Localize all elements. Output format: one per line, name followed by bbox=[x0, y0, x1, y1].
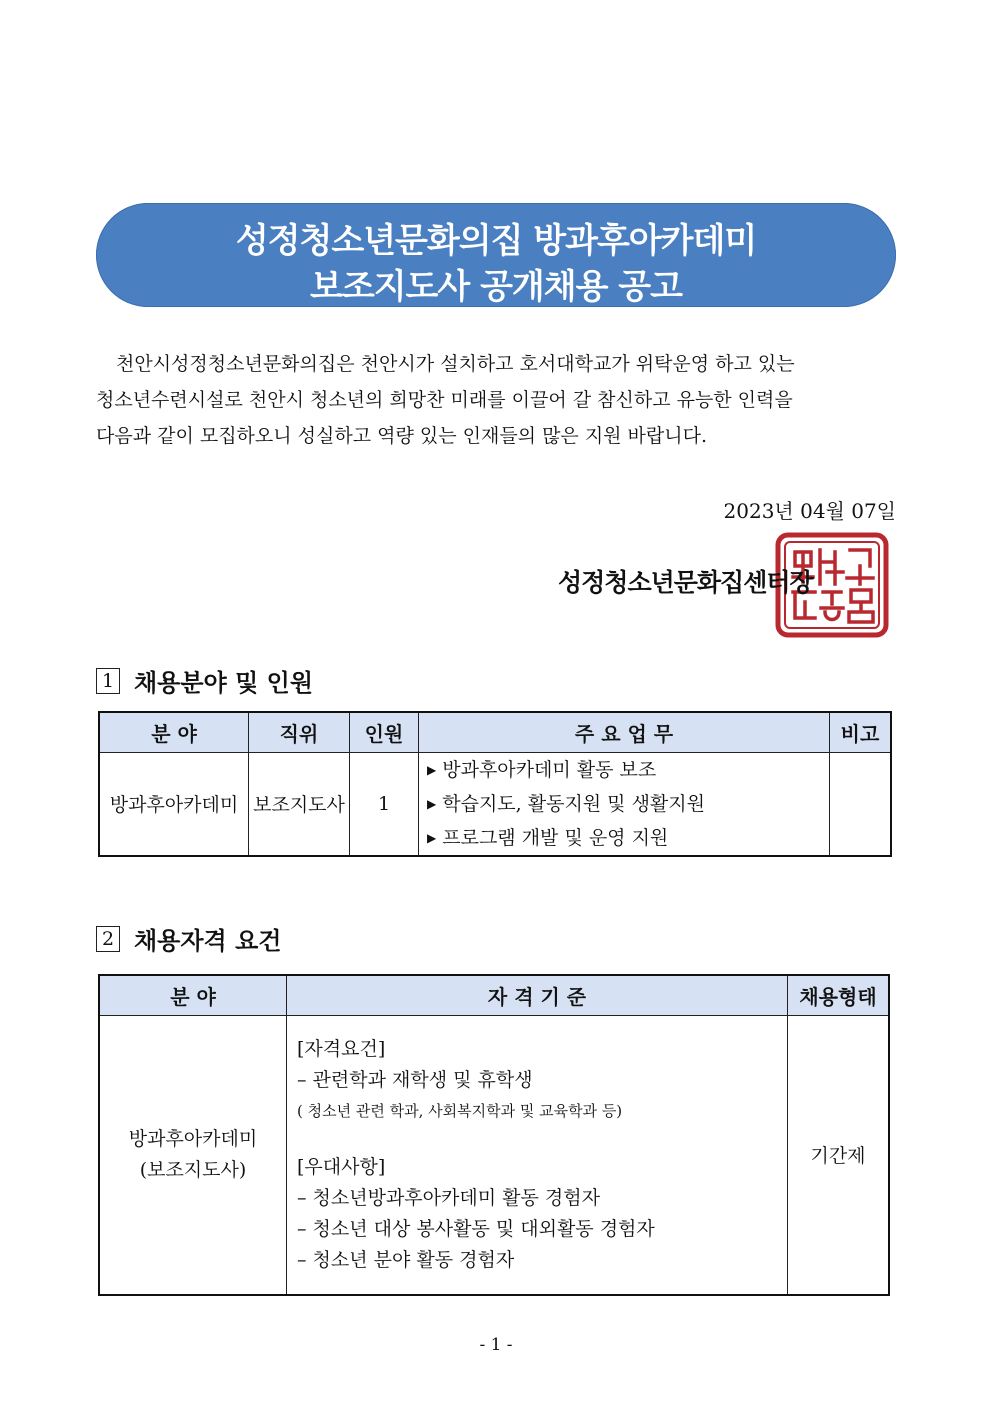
intro-line-1: 천안시성정청소년문화의집은 천안시가 설치하고 호서대학교가 위탁운영 하고 있는 bbox=[116, 353, 795, 375]
section-1-title: 채용분야 및 인원 bbox=[134, 668, 313, 697]
cell-position: 보조지도사 bbox=[249, 752, 350, 856]
triangle-bullet-icon: ▶ bbox=[427, 796, 437, 811]
header-position: 직위 bbox=[249, 712, 350, 752]
header-field: 분 야 bbox=[99, 975, 287, 1015]
cell-type: 기간제 bbox=[788, 1015, 890, 1295]
pref-item: – 청소년 분야 활동 경험자 bbox=[297, 1248, 515, 1271]
triangle-bullet-icon: ▶ bbox=[427, 830, 437, 845]
pref-title: [우대사항] bbox=[297, 1155, 386, 1178]
title-line-2: 보조지도사 공개채용 공고 bbox=[310, 267, 682, 307]
section-2-heading bbox=[96, 921, 281, 956]
field-line-1: 방과후아카데미 bbox=[128, 1127, 258, 1150]
pref-item: – 청소년방과후아카데미 활동 경험자 bbox=[297, 1186, 600, 1209]
cell-note bbox=[830, 752, 892, 856]
triangle-bullet-icon: ▶ bbox=[427, 762, 437, 777]
req-note: ( 청소년 관련 학과, 사회복지학과 및 교육학과 등) bbox=[297, 1101, 623, 1120]
header-note: 비고 bbox=[830, 712, 892, 752]
duty-item: ▶ 프로그램 개발 및 운영 지원 bbox=[427, 826, 669, 849]
intro-line-3: 다음과 같이 모집하오니 성실하고 역량 있는 인재들의 많은 지원 바랍니다. bbox=[96, 425, 708, 447]
field-line-2: (보조지도사) bbox=[139, 1158, 247, 1181]
cell-criteria bbox=[287, 1015, 788, 1295]
page-number: - 1 - bbox=[479, 1335, 513, 1355]
header-type: 채용형태 bbox=[788, 975, 890, 1015]
cell-field: 방과후아카데미 bbox=[99, 752, 249, 856]
intro-line-2: 청소년수련시설로 천안시 청소년의 희망찬 미래를 이끌어 갈 참신하고 유능한 인력을 bbox=[96, 389, 793, 411]
title-banner bbox=[96, 203, 896, 307]
pref-item: – 청소년 대상 봉사활동 및 대외활동 경험자 bbox=[297, 1217, 655, 1240]
section-1-number: 1 bbox=[96, 668, 120, 694]
title-line-1: 성정청소년문화의집 방과후아카데미 bbox=[235, 221, 757, 261]
section-2-title: 채용자격 요건 bbox=[134, 926, 282, 955]
section-1-heading bbox=[96, 663, 313, 698]
intro-paragraph bbox=[96, 346, 898, 454]
section-2-number: 2 bbox=[96, 926, 120, 952]
req-title: [자격요건] bbox=[297, 1037, 386, 1060]
cell-field bbox=[99, 1015, 287, 1295]
header-field: 분 야 bbox=[99, 712, 249, 752]
organization-name: 성정청소년문화집센터장 bbox=[558, 568, 813, 597]
duty-item: ▶ 학습지도, 활동지원 및 생활지원 bbox=[427, 792, 705, 815]
qualification-table bbox=[98, 974, 890, 1296]
recruitment-field-table bbox=[98, 711, 892, 857]
announcement-date: 2023년 04월 07일 bbox=[723, 499, 896, 523]
req-item: – 관련학과 재학생 및 휴학생 bbox=[297, 1068, 533, 1091]
header-criteria: 자 격 기 준 bbox=[287, 975, 788, 1015]
header-duties: 주 요 업 무 bbox=[419, 712, 830, 752]
cell-duties bbox=[419, 752, 830, 856]
header-count: 인원 bbox=[350, 712, 419, 752]
duty-item: ▶ 방과후아카데미 활동 보조 bbox=[427, 758, 657, 781]
cell-count: 1 bbox=[350, 752, 419, 856]
